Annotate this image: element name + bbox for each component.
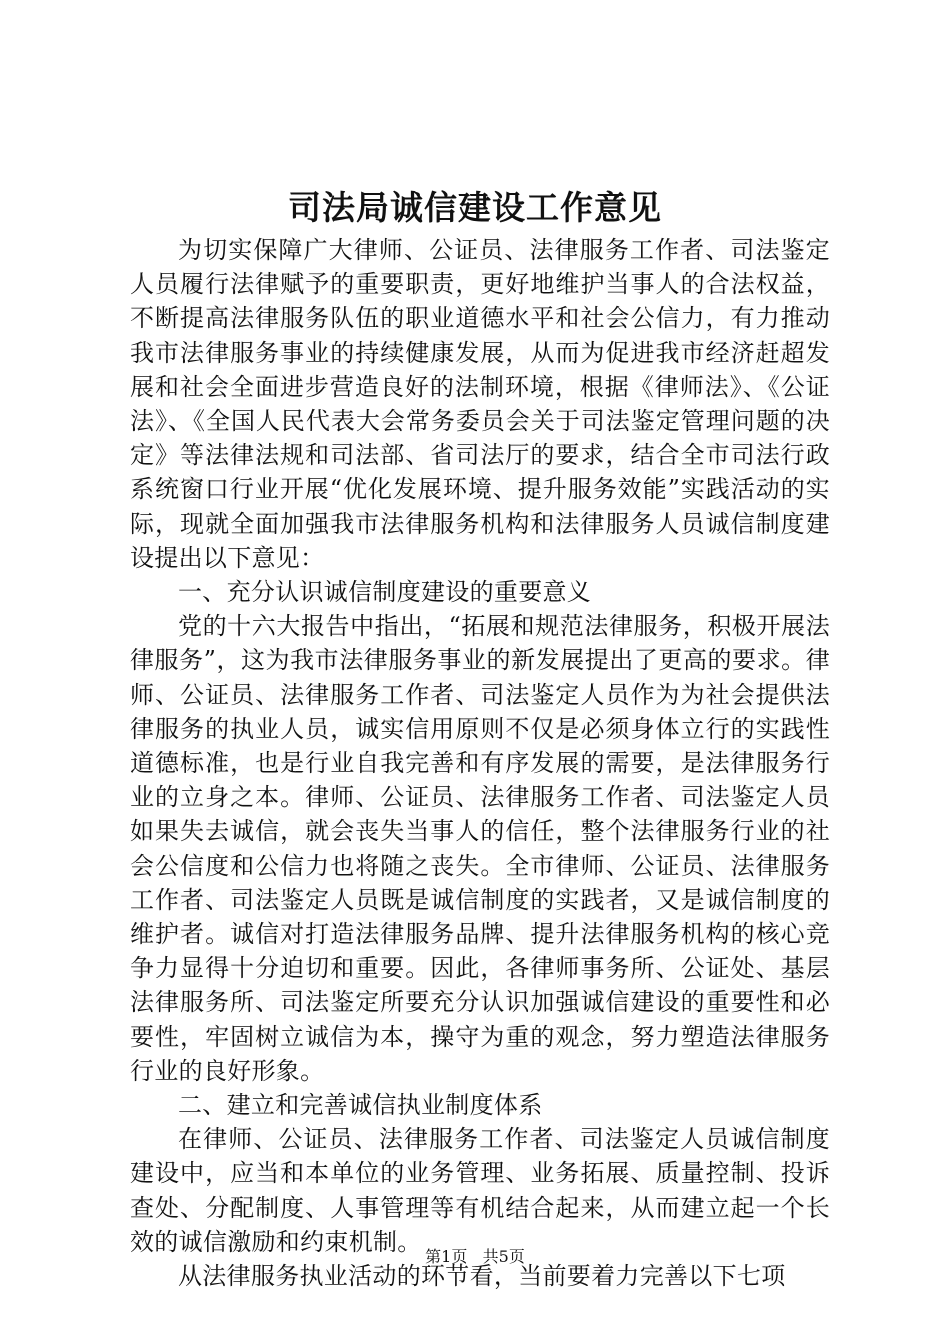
page-footer bbox=[0, 1247, 950, 1267]
paragraph-intro: 为切实保障广大律师、公证员、法律服务工作者、司法鉴定人员履行法律赋予的重要职责，更好地维护当事人的合法权益，不断提高法律服务队伍的职业道德水平和社会公信力，有力推动我市法律服务事业的持续健康发展，从而为促进我市经济赶超发展和社会全面进步营造良好的法制环境，根据《律师法》、《公证法》、《全国人民代表大会常务委员会关于司法鉴定管理问题的决定》等法律法规和司法部、省司法厅的要求，结合全市司法行政系统窗口行业开展“优化发展环境、提升服务效能”实践活动的实际，现就全面加强我市法律服务机构和法律服务人员诚信制度建设提出以下意见： bbox=[130, 236, 830, 572]
paragraph-section-1: 党的十六大报告中指出，“拓展和规范法律服务，积极开展法律服务”，这为我市法律服务事业的新发展提出了更高的要求。律师、公证员、法律服务工作者、司法鉴定人员作为为社会提供法律服务的执业人员，诚实信用原则不仅是必须身体立行的实践性道德标准，也是行业自我完善和有序发展的需要，是法律服务行业的立身之本。律师、公证员、法律服务工作者、司法鉴定人员如果失去诚信，就会丧失当事人的信任，整个法律服务行业的社会公信度和公信力也将随之丧失。全市律师、公证员、法律服务工作者、司法鉴定人员既是诚信制度的实践者，又是诚信制度的维护者。诚信对打造法律服务品牌、提升法律服务机构的核心竞争力显得十分迫切和重要。因此，各律师事务所、公证处、基层法律服务所、司法鉴定所要充分认识加强诚信建设的重要性和必要性，牢固树立诚信为本，操守为重的观念，努力塑造法律服务行业的良好形象。 bbox=[130, 612, 830, 1085]
document-body bbox=[130, 233, 830, 1293]
section-heading-2: 二、建立和完善诚信执业制度体系 bbox=[178, 1091, 543, 1120]
page-total: 共5页 bbox=[482, 1247, 525, 1266]
page-separator bbox=[472, 1247, 477, 1266]
paragraph-section-2: 在律师、公证员、法律服务工作者、司法鉴定人员诚信制度建设中，应当和本单位的业务管理、业务拓展、质量控制、投诉查处、分配制度、人事管理等有机结合起来，从而建立起一个长效的诚信激励和约束机制。 bbox=[130, 1125, 830, 1256]
document-title: 司法局诚信建设工作意见 bbox=[288, 188, 662, 227]
section-heading-1: 一、充分认识诚信制度建设的重要意义 bbox=[178, 578, 592, 607]
page-number: 第1页 bbox=[425, 1247, 468, 1266]
paragraph-section-2-cont: 从法律服务执业活动的环节看，当前要着力完善以下七项 bbox=[178, 1262, 786, 1291]
